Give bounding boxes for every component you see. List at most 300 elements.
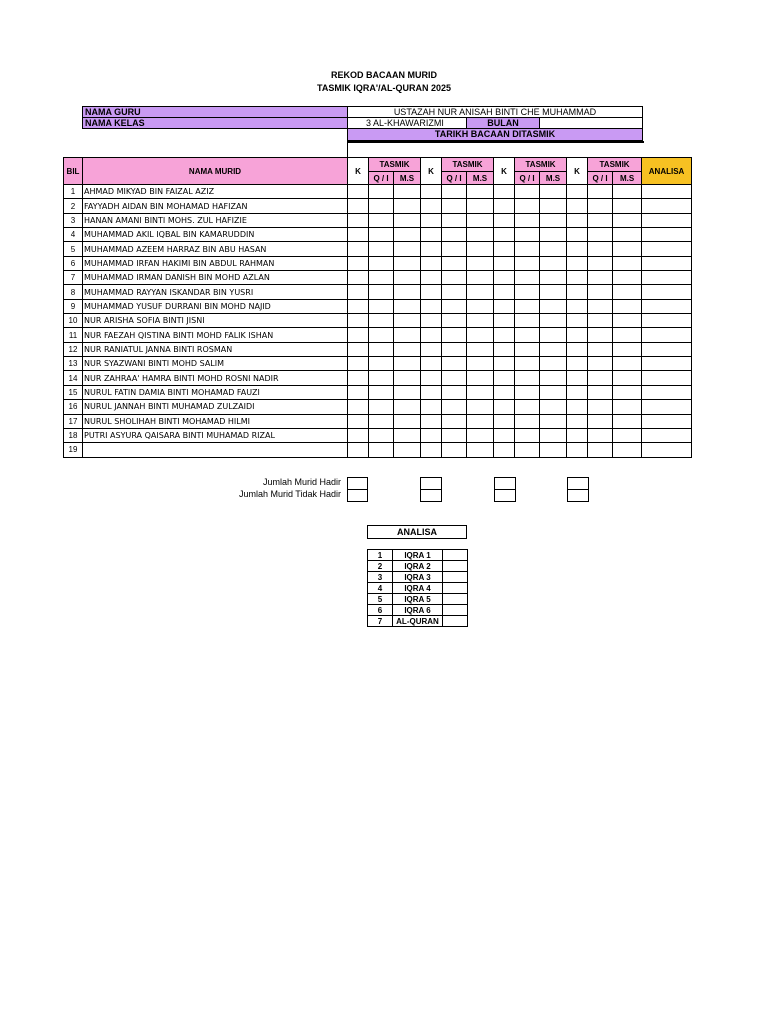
tasmik-cell[interactable] xyxy=(369,342,394,356)
analisa-cell[interactable] xyxy=(642,443,692,457)
tasmik-cell[interactable] xyxy=(394,271,421,285)
kelas-label: NAMA KELAS xyxy=(82,117,348,129)
tasmik-cell[interactable] xyxy=(348,314,369,328)
tasmik-cell[interactable] xyxy=(467,443,494,457)
tasmik-cell[interactable] xyxy=(467,199,494,213)
tasmik-cell[interactable] xyxy=(442,385,467,399)
table-row xyxy=(64,185,692,199)
tasmik-cell[interactable] xyxy=(613,371,642,385)
tasmik-cell[interactable] xyxy=(467,414,494,428)
tasmik-cell[interactable] xyxy=(348,213,369,227)
tasmik-cell[interactable] xyxy=(567,414,588,428)
tasmik-cell[interactable] xyxy=(348,371,369,385)
tasmik-cell[interactable] xyxy=(369,256,394,270)
tasmik-cell[interactable] xyxy=(567,228,588,242)
tasmik-cell[interactable] xyxy=(567,285,588,299)
tasmik-cell[interactable] xyxy=(494,213,515,227)
tasmik-cell[interactable] xyxy=(515,299,540,313)
tasmik-cell[interactable] xyxy=(421,328,442,342)
page-subtitle: TASMIK IQRA'/AL-QURAN 2025 xyxy=(317,83,451,93)
tasmik-cell[interactable] xyxy=(369,185,394,199)
analisa-no: 1 xyxy=(368,550,393,561)
tasmik-cell[interactable] xyxy=(588,299,613,313)
analisa-cell[interactable] xyxy=(642,314,692,328)
tasmik-cell[interactable] xyxy=(540,285,567,299)
tasmik-cell[interactable] xyxy=(588,285,613,299)
tasmik-cell[interactable] xyxy=(515,213,540,227)
tasmik-cell[interactable] xyxy=(613,271,642,285)
tasmik-cell[interactable] xyxy=(515,271,540,285)
tasmik-cell[interactable] xyxy=(394,213,421,227)
tasmik-cell[interactable] xyxy=(613,443,642,457)
tasmik-cell[interactable] xyxy=(394,400,421,414)
tasmik-cell[interactable] xyxy=(540,328,567,342)
tasmik-cell[interactable] xyxy=(540,342,567,356)
tasmik-cell[interactable] xyxy=(348,271,369,285)
tasmik-cell[interactable] xyxy=(348,385,369,399)
tasmik-cell[interactable] xyxy=(348,328,369,342)
analisa-cell[interactable] xyxy=(642,242,692,256)
tasmik-cell[interactable] xyxy=(494,443,515,457)
tasmik-cell[interactable] xyxy=(540,271,567,285)
table-row xyxy=(64,228,692,242)
tasmik-cell[interactable] xyxy=(394,299,421,313)
tasmik-cell[interactable] xyxy=(369,314,394,328)
tasmik-cell[interactable] xyxy=(515,357,540,371)
tasmik-cell[interactable] xyxy=(394,285,421,299)
tasmik-cell[interactable] xyxy=(613,414,642,428)
analisa-cell[interactable] xyxy=(642,414,692,428)
student-name: NUR ZAHRAA' HAMRA BINTI MOHD ROSNI NADIR xyxy=(83,371,348,385)
tarikh-label: TARIKH BACAAN DITASMIK xyxy=(347,128,643,141)
tasmik-cell[interactable] xyxy=(394,199,421,213)
tasmik-cell[interactable] xyxy=(588,213,613,227)
analisa-count[interactable] xyxy=(443,561,468,572)
tasmik-cell[interactable] xyxy=(394,256,421,270)
tasmik-cell[interactable] xyxy=(567,242,588,256)
tasmik-cell[interactable] xyxy=(421,199,442,213)
tasmik-cell[interactable] xyxy=(588,428,613,442)
tasmik-cell[interactable] xyxy=(369,285,394,299)
tasmik-cell[interactable] xyxy=(567,342,588,356)
student-name: HANAN AMANI BINTI MOHS. ZUL HAFIZIE xyxy=(83,213,348,227)
student-name: PUTRI ASYURA QAISARA BINTI MUHAMAD RIZAL xyxy=(83,428,348,442)
tasmik-cell[interactable] xyxy=(588,443,613,457)
tasmik-cell[interactable] xyxy=(494,342,515,356)
tasmik-cell[interactable] xyxy=(540,242,567,256)
tasmik-cell[interactable] xyxy=(588,400,613,414)
tasmik-cell[interactable] xyxy=(421,357,442,371)
tasmik-cell[interactable] xyxy=(540,256,567,270)
tasmik-cell[interactable] xyxy=(369,385,394,399)
tasmik-cell[interactable] xyxy=(515,256,540,270)
tasmik-cell[interactable] xyxy=(467,385,494,399)
tasmik-cell[interactable] xyxy=(567,428,588,442)
tasmik-cell[interactable] xyxy=(369,242,394,256)
tasmik-cell[interactable] xyxy=(369,414,394,428)
row-bil: 17 xyxy=(64,414,83,428)
tasmik-cell[interactable] xyxy=(369,228,394,242)
col-tasmik-4: TASMIK xyxy=(588,158,642,172)
tasmik-cell[interactable] xyxy=(421,371,442,385)
tasmik-cell[interactable] xyxy=(421,228,442,242)
analisa-cell[interactable] xyxy=(642,371,692,385)
analisa-row xyxy=(368,561,468,572)
tasmik-cell[interactable] xyxy=(494,199,515,213)
tasmik-cell[interactable] xyxy=(613,314,642,328)
tasmik-cell[interactable] xyxy=(588,414,613,428)
tasmik-cell[interactable] xyxy=(515,199,540,213)
tasmik-cell[interactable] xyxy=(369,213,394,227)
tasmik-cell[interactable] xyxy=(421,443,442,457)
tasmik-cell[interactable] xyxy=(515,185,540,199)
tasmik-cell[interactable] xyxy=(369,428,394,442)
tasmik-cell[interactable] xyxy=(369,271,394,285)
tasmik-cell[interactable] xyxy=(421,342,442,356)
tasmik-cell[interactable] xyxy=(421,414,442,428)
tasmik-cell[interactable] xyxy=(421,185,442,199)
tasmik-cell[interactable] xyxy=(494,414,515,428)
tasmik-cell[interactable] xyxy=(348,185,369,199)
tasmik-cell[interactable] xyxy=(421,271,442,285)
tasmik-cell[interactable] xyxy=(494,357,515,371)
tasmik-cell[interactable] xyxy=(467,328,494,342)
col-qi-2: Q / I xyxy=(442,172,467,185)
tasmik-cell[interactable] xyxy=(567,400,588,414)
tasmik-cell[interactable] xyxy=(369,199,394,213)
tasmik-cell[interactable] xyxy=(567,213,588,227)
tasmik-cell[interactable] xyxy=(369,443,394,457)
tasmik-cell[interactable] xyxy=(348,400,369,414)
tasmik-cell[interactable] xyxy=(567,199,588,213)
tasmik-cell[interactable] xyxy=(567,271,588,285)
tasmik-cell[interactable] xyxy=(567,314,588,328)
tasmik-cell[interactable] xyxy=(467,185,494,199)
tasmik-cell[interactable] xyxy=(467,228,494,242)
analisa-cell[interactable] xyxy=(642,400,692,414)
tasmik-cell[interactable] xyxy=(613,242,642,256)
tasmik-cell[interactable] xyxy=(613,328,642,342)
tasmik-cell[interactable] xyxy=(494,428,515,442)
analisa-no: 6 xyxy=(368,605,393,616)
tasmik-cell[interactable] xyxy=(613,357,642,371)
tasmik-cell[interactable] xyxy=(567,385,588,399)
tasmik-cell[interactable] xyxy=(540,443,567,457)
tasmik-cell[interactable] xyxy=(442,371,467,385)
analisa-cell[interactable] xyxy=(642,185,692,199)
tasmik-cell[interactable] xyxy=(540,213,567,227)
tasmik-cell[interactable] xyxy=(540,371,567,385)
tasmik-cell[interactable] xyxy=(348,414,369,428)
tasmik-cell[interactable] xyxy=(467,256,494,270)
tasmik-cell[interactable] xyxy=(442,400,467,414)
tasmik-cell[interactable] xyxy=(567,185,588,199)
analisa-cell[interactable] xyxy=(642,256,692,270)
tasmik-cell[interactable] xyxy=(567,357,588,371)
tasmik-cell[interactable] xyxy=(494,256,515,270)
tasmik-cell[interactable] xyxy=(588,357,613,371)
tasmik-cell[interactable] xyxy=(540,428,567,442)
tasmik-cell[interactable] xyxy=(515,428,540,442)
col-analisa: ANALISA xyxy=(642,158,692,185)
tasmik-cell[interactable] xyxy=(588,314,613,328)
tasmik-cell[interactable] xyxy=(515,285,540,299)
table-row xyxy=(64,271,692,285)
tasmik-cell[interactable] xyxy=(421,385,442,399)
analisa-count[interactable] xyxy=(443,594,468,605)
tasmik-cell[interactable] xyxy=(442,342,467,356)
row-bil: 8 xyxy=(64,285,83,299)
tasmik-cell[interactable] xyxy=(442,328,467,342)
tasmik-cell[interactable] xyxy=(421,256,442,270)
tasmik-cell[interactable] xyxy=(567,443,588,457)
analisa-cell[interactable] xyxy=(642,328,692,342)
tasmik-cell[interactable] xyxy=(442,242,467,256)
tasmik-cell[interactable] xyxy=(540,314,567,328)
tasmik-cell[interactable] xyxy=(494,328,515,342)
tasmik-cell[interactable] xyxy=(540,299,567,313)
tasmik-cell[interactable] xyxy=(442,271,467,285)
tasmik-cell[interactable] xyxy=(394,228,421,242)
analisa-cell[interactable] xyxy=(642,199,692,213)
tasmik-cell[interactable] xyxy=(421,285,442,299)
tasmik-cell[interactable] xyxy=(494,271,515,285)
tasmik-cell[interactable] xyxy=(394,428,421,442)
tasmik-cell[interactable] xyxy=(421,400,442,414)
tasmik-cell[interactable] xyxy=(588,199,613,213)
tasmik-cell[interactable] xyxy=(442,314,467,328)
tasmik-cell[interactable] xyxy=(588,385,613,399)
col-k-1: K xyxy=(348,158,369,185)
analisa-cell[interactable] xyxy=(642,299,692,313)
tasmik-cell[interactable] xyxy=(613,256,642,270)
tasmik-cell[interactable] xyxy=(394,342,421,356)
tasmik-cell[interactable] xyxy=(442,299,467,313)
tasmik-cell[interactable] xyxy=(442,185,467,199)
tasmik-cell[interactable] xyxy=(442,414,467,428)
tasmik-cell[interactable] xyxy=(540,357,567,371)
tasmik-cell[interactable] xyxy=(348,428,369,442)
tasmik-cell[interactable] xyxy=(515,328,540,342)
tasmik-cell[interactable] xyxy=(348,199,369,213)
tasmik-cell[interactable] xyxy=(348,256,369,270)
tasmik-cell[interactable] xyxy=(442,256,467,270)
tasmik-cell[interactable] xyxy=(394,443,421,457)
row-bil: 18 xyxy=(64,428,83,442)
table-row xyxy=(64,371,692,385)
tasmik-cell[interactable] xyxy=(467,357,494,371)
tasmik-cell[interactable] xyxy=(515,371,540,385)
tasmik-cell[interactable] xyxy=(613,428,642,442)
guru-value: USTAZAH NUR ANISAH BINTI CHE MUHAMMAD xyxy=(347,106,643,118)
tasmik-cell[interactable] xyxy=(613,342,642,356)
tasmik-cell[interactable] xyxy=(348,285,369,299)
tasmik-cell[interactable] xyxy=(613,285,642,299)
table-row xyxy=(64,357,692,371)
tidak-hadir-box-3 xyxy=(494,489,516,502)
tasmik-cell[interactable] xyxy=(613,199,642,213)
tasmik-cell[interactable] xyxy=(369,371,394,385)
tasmik-cell[interactable] xyxy=(540,400,567,414)
analisa-no: 4 xyxy=(368,583,393,594)
tasmik-cell[interactable] xyxy=(467,242,494,256)
analisa-count[interactable] xyxy=(443,572,468,583)
tasmik-cell[interactable] xyxy=(588,242,613,256)
tasmik-cell[interactable] xyxy=(394,242,421,256)
tasmik-cell[interactable] xyxy=(394,185,421,199)
tasmik-cell[interactable] xyxy=(421,299,442,313)
tasmik-cell[interactable] xyxy=(442,285,467,299)
tasmik-cell[interactable] xyxy=(467,299,494,313)
tasmik-cell[interactable] xyxy=(494,285,515,299)
tasmik-cell[interactable] xyxy=(588,185,613,199)
tasmik-cell[interactable] xyxy=(421,213,442,227)
tasmik-cell[interactable] xyxy=(588,256,613,270)
tasmik-cell[interactable] xyxy=(394,371,421,385)
analisa-cell[interactable] xyxy=(642,342,692,356)
table-row xyxy=(64,256,692,270)
tasmik-cell[interactable] xyxy=(421,242,442,256)
tasmik-cell[interactable] xyxy=(613,385,642,399)
tasmik-cell[interactable] xyxy=(394,328,421,342)
tasmik-cell[interactable] xyxy=(515,414,540,428)
tasmik-cell[interactable] xyxy=(515,228,540,242)
tasmik-cell[interactable] xyxy=(394,314,421,328)
tasmik-cell[interactable] xyxy=(540,385,567,399)
table-row xyxy=(64,385,692,399)
tasmik-cell[interactable] xyxy=(467,371,494,385)
tasmik-cell[interactable] xyxy=(348,357,369,371)
analisa-count[interactable] xyxy=(443,550,468,561)
tasmik-cell[interactable] xyxy=(369,328,394,342)
tasmik-cell[interactable] xyxy=(494,371,515,385)
tasmik-cell[interactable] xyxy=(348,342,369,356)
analisa-cell[interactable] xyxy=(642,285,692,299)
tasmik-cell[interactable] xyxy=(467,285,494,299)
student-name: MUHAMMAD RAYYAN ISKANDAR BIN YUSRI xyxy=(83,285,348,299)
tasmik-cell[interactable] xyxy=(494,299,515,313)
tasmik-cell[interactable] xyxy=(467,314,494,328)
analisa-cell[interactable] xyxy=(642,385,692,399)
analisa-level: IQRA 4 xyxy=(393,583,443,594)
tasmik-cell[interactable] xyxy=(567,328,588,342)
tasmik-cell[interactable] xyxy=(613,185,642,199)
tasmik-cell[interactable] xyxy=(442,213,467,227)
col-k-4: K xyxy=(567,158,588,185)
tasmik-cell[interactable] xyxy=(588,371,613,385)
tasmik-cell[interactable] xyxy=(515,385,540,399)
table-row xyxy=(64,213,692,227)
tasmik-cell[interactable] xyxy=(442,228,467,242)
tasmik-cell[interactable] xyxy=(421,428,442,442)
tasmik-cell[interactable] xyxy=(515,400,540,414)
col-qi-4: Q / I xyxy=(588,172,613,185)
tasmik-cell[interactable] xyxy=(515,242,540,256)
student-name: MUHAMMAD IRMAN DANISH BIN MOHD AZLAN xyxy=(83,271,348,285)
tasmik-cell[interactable] xyxy=(567,371,588,385)
tasmik-cell[interactable] xyxy=(421,314,442,328)
tasmik-cell[interactable] xyxy=(369,357,394,371)
tasmik-cell[interactable] xyxy=(588,328,613,342)
tasmik-cell[interactable] xyxy=(348,242,369,256)
tasmik-cell[interactable] xyxy=(494,185,515,199)
tasmik-cell[interactable] xyxy=(494,400,515,414)
col-ms-2: M.S xyxy=(467,172,494,185)
row-bil: 6 xyxy=(64,256,83,270)
tasmik-cell[interactable] xyxy=(588,271,613,285)
tasmik-cell[interactable] xyxy=(369,400,394,414)
tasmik-cell[interactable] xyxy=(442,357,467,371)
tasmik-cell[interactable] xyxy=(540,414,567,428)
tasmik-cell[interactable] xyxy=(515,342,540,356)
tasmik-cell[interactable] xyxy=(515,314,540,328)
analisa-cell[interactable] xyxy=(642,357,692,371)
tasmik-cell[interactable] xyxy=(348,228,369,242)
tasmik-cell[interactable] xyxy=(348,443,369,457)
table-row xyxy=(64,400,692,414)
guru-label: NAMA GURU xyxy=(82,106,348,118)
tasmik-cell[interactable] xyxy=(613,400,642,414)
table-row xyxy=(64,299,692,313)
analisa-count[interactable] xyxy=(443,583,468,594)
tasmik-cell[interactable] xyxy=(467,342,494,356)
tasmik-cell[interactable] xyxy=(442,428,467,442)
tasmik-cell[interactable] xyxy=(515,443,540,457)
tasmik-cell[interactable] xyxy=(394,385,421,399)
analisa-count[interactable] xyxy=(443,616,468,627)
student-name: MUHAMMAD IRFAN HAKIMI BIN ABDUL RAHMAN xyxy=(83,256,348,270)
tasmik-cell[interactable] xyxy=(540,185,567,199)
row-bil: 12 xyxy=(64,342,83,356)
analisa-level: IQRA 2 xyxy=(393,561,443,572)
tasmik-cell[interactable] xyxy=(494,385,515,399)
tasmik-cell[interactable] xyxy=(613,299,642,313)
analisa-cell[interactable] xyxy=(642,213,692,227)
analisa-row xyxy=(368,583,468,594)
tasmik-cell[interactable] xyxy=(394,414,421,428)
analisa-cell[interactable] xyxy=(642,228,692,242)
tasmik-cell[interactable] xyxy=(613,228,642,242)
tasmik-cell[interactable] xyxy=(588,228,613,242)
tasmik-cell[interactable] xyxy=(613,213,642,227)
tasmik-cell[interactable] xyxy=(467,400,494,414)
tasmik-cell[interactable] xyxy=(467,271,494,285)
tasmik-cell[interactable] xyxy=(394,357,421,371)
tasmik-cell[interactable] xyxy=(442,443,467,457)
tasmik-cell[interactable] xyxy=(540,199,567,213)
tasmik-cell[interactable] xyxy=(494,242,515,256)
col-qi-3: Q / I xyxy=(515,172,540,185)
tasmik-cell[interactable] xyxy=(588,342,613,356)
tasmik-cell[interactable] xyxy=(369,299,394,313)
tasmik-cell[interactable] xyxy=(540,228,567,242)
tasmik-cell[interactable] xyxy=(348,299,369,313)
tasmik-cell[interactable] xyxy=(467,428,494,442)
row-bil: 3 xyxy=(64,213,83,227)
tasmik-cell[interactable] xyxy=(442,199,467,213)
analisa-cell[interactable] xyxy=(642,428,692,442)
analisa-row xyxy=(368,616,468,627)
analisa-count[interactable] xyxy=(443,605,468,616)
tasmik-cell[interactable] xyxy=(467,213,494,227)
tasmik-cell[interactable] xyxy=(494,314,515,328)
analisa-cell[interactable] xyxy=(642,271,692,285)
tasmik-cell[interactable] xyxy=(494,228,515,242)
student-name: FAYYADH AIDAN BIN MOHAMAD HAFIZAN xyxy=(83,199,348,213)
tasmik-cell[interactable] xyxy=(567,299,588,313)
table-row xyxy=(64,443,692,457)
tasmik-cell[interactable] xyxy=(567,256,588,270)
